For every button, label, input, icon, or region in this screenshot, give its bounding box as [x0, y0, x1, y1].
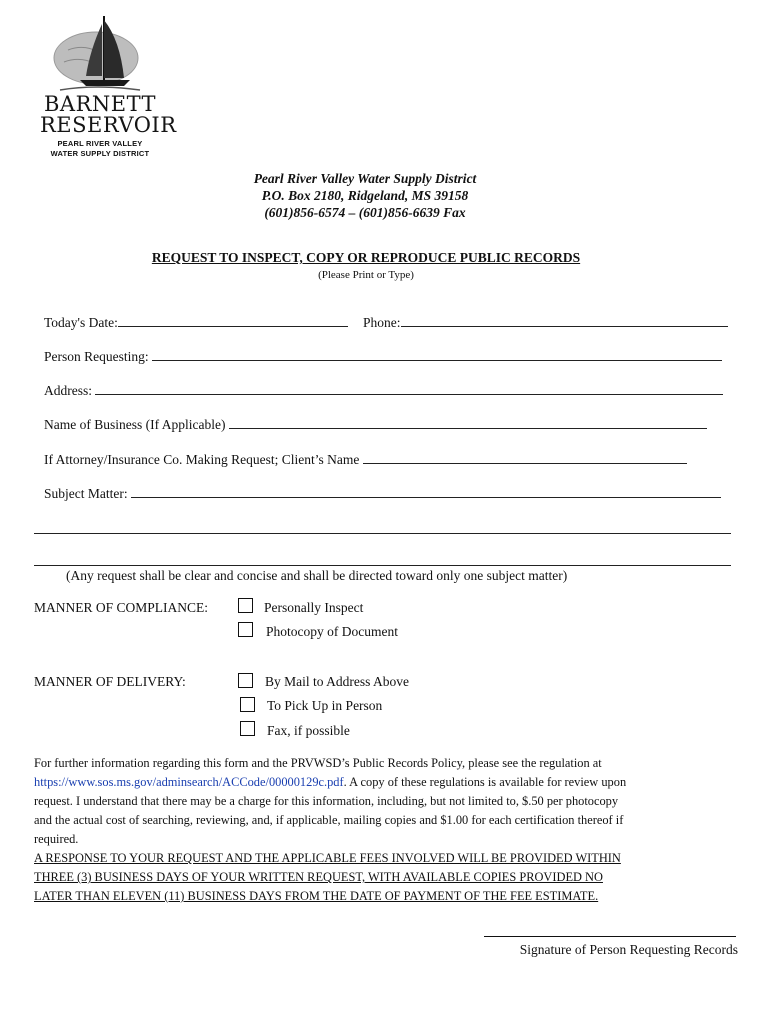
info-line-1: For further information regarding this form and the PRVWSD’s Public Records Policy, please see the regulation at — [34, 756, 602, 770]
sailboat-icon — [40, 14, 160, 94]
subject-note: (Any request shall be clear and concise and shall be directed toward only one subject matter) — [66, 568, 568, 583]
org-name: Pearl River Valley Water Supply District — [253, 171, 477, 186]
delivery-label: MANNER OF DELIVERY: — [34, 674, 186, 689]
signature-line[interactable] — [484, 936, 736, 937]
client-name-line[interactable] — [363, 451, 687, 464]
business-name-label: Name of Business (If Applicable) — [44, 417, 226, 432]
pickup-label: To Pick Up in Person — [267, 698, 383, 713]
logo-subtitle-line2: WATER SUPPLY DISTRICT — [50, 149, 150, 158]
info-line-5: required. — [34, 832, 79, 846]
org-address: P.O. Box 2180, Ridgeland, MS 39158 — [261, 188, 469, 203]
photocopy-checkbox[interactable] — [238, 622, 253, 637]
client-name-label: If Attorney/Insurance Co. Making Request; Client’s Name — [44, 452, 360, 467]
logo-word-barnett: BARNETT — [43, 92, 157, 116]
response-warning — [34, 849, 744, 906]
compliance-label: MANNER OF COMPLIANCE: — [34, 600, 209, 615]
info-line-2 — [34, 773, 734, 792]
mail-checkbox[interactable] — [238, 673, 253, 688]
client-name-field[interactable] — [44, 451, 687, 468]
person-requesting-line[interactable] — [152, 348, 722, 361]
personally-inspect-checkbox[interactable] — [238, 598, 253, 613]
info-paragraph — [34, 754, 734, 849]
barnett-reservoir-logo — [40, 14, 177, 162]
form-subtitle: (Please Print or Type) — [318, 269, 414, 281]
subject-matter-field[interactable] — [44, 485, 721, 502]
subject-matter-line-3[interactable] — [34, 565, 731, 566]
info-line-3: request. I understand that there may be a charge for this information, including, but not limited to, $.50 per photocopy — [34, 794, 619, 808]
subject-matter-line[interactable] — [131, 485, 721, 498]
logo-subtitle-line1: PEARL RIVER VALLEY — [57, 139, 143, 148]
mail-label: By Mail to Address Above — [265, 674, 409, 689]
info-line-2-rest: . A copy of these regulations is available for review upon — [343, 775, 627, 789]
logo-word-reservoir: RESERVOIR — [40, 113, 177, 137]
phone-field[interactable] — [363, 314, 728, 331]
todays-date-field[interactable] — [44, 314, 348, 331]
form-title: REQUEST TO INSPECT, COPY OR REPRODUCE PUBLIC RECORDS — [151, 250, 581, 265]
pickup-checkbox[interactable] — [240, 697, 255, 712]
org-phone-fax: (601)856-6574 – (601)856-6639 Fax — [264, 205, 466, 220]
warning-line-1: A RESPONSE TO YOUR REQUEST AND THE APPLICABLE FEES INVOLVED WILL BE PROVIDED WITHIN — [34, 851, 621, 865]
warning-line-2: THREE (3) BUSINESS DAYS OF YOUR WRITTEN REQUEST, WITH AVAILABLE COPIES PROVIDED NO — [34, 870, 603, 884]
info-line-4: and the actual cost of searching, reviewing, and, if applicable, mailing copies and $1.00 for each certification thereof if — [34, 813, 624, 827]
signature-label: Signature of Person Requesting Records — [519, 942, 738, 957]
address-field[interactable] — [44, 382, 723, 399]
subject-matter-line-2[interactable] — [34, 533, 731, 534]
address-line[interactable] — [95, 382, 723, 395]
todays-date-label: Today's Date: — [44, 315, 118, 330]
phone-label: Phone: — [363, 315, 401, 330]
regulation-link[interactable]: https://www.sos.ms.gov/adminsearch/ACCode/00000129c.pdf — [34, 775, 344, 789]
todays-date-line[interactable] — [118, 314, 348, 327]
fax-label: Fax, if possible — [267, 723, 350, 738]
personally-inspect-label: Personally Inspect — [264, 600, 364, 615]
photocopy-label: Photocopy of Document — [266, 624, 398, 639]
person-requesting-label: Person Requesting: — [44, 349, 149, 364]
business-name-line[interactable] — [229, 416, 707, 429]
subject-matter-label: Subject Matter: — [44, 486, 128, 501]
person-requesting-field[interactable] — [44, 348, 722, 365]
business-name-field[interactable] — [44, 416, 707, 433]
phone-line[interactable] — [401, 314, 728, 327]
fax-checkbox[interactable] — [240, 721, 255, 736]
warning-line-3: LATER THAN ELEVEN (11) BUSINESS DAYS FROM THE DATE OF PAYMENT OF THE FEE ESTIMATE. — [34, 889, 599, 903]
address-label: Address: — [44, 383, 92, 398]
